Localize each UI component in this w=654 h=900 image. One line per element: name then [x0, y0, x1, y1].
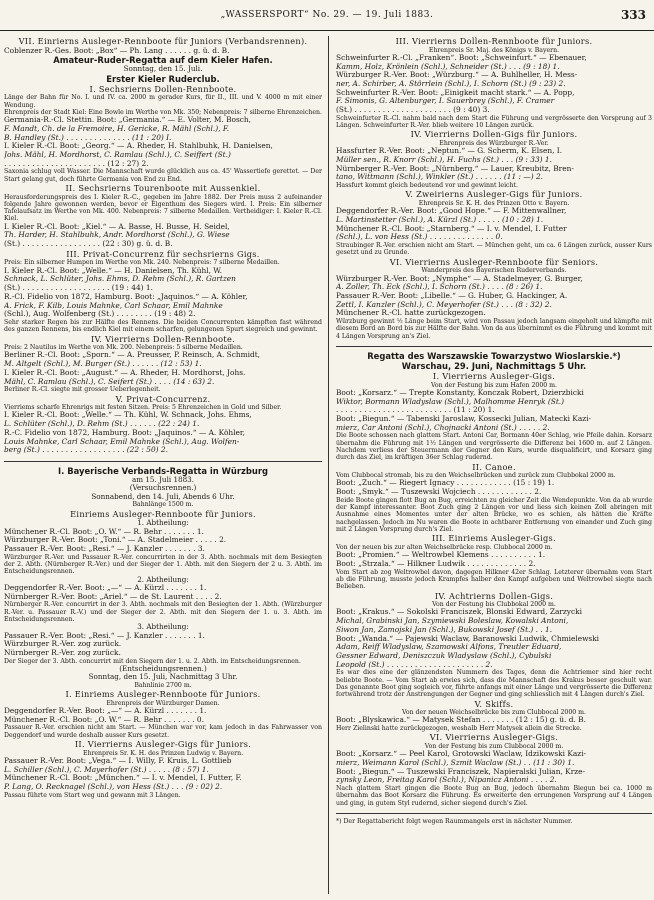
- section-heading: I. Sechsrierns Dollen-Rennboote.: [89, 83, 237, 94]
- text-line: F. Mandt, Ch. de la Fremoire, H. Gericke, R. Mähl (Schl.), F.: [4, 123, 230, 133]
- section-heading: III. Privat-Concurrenz für sechsrierns Gigs.: [66, 248, 260, 259]
- section-heading: IV. Achtrierns Dollen-Gigs.: [434, 590, 554, 601]
- text-line: Der Sieger der 3. Abth. concurrirt mit den Siegern der 1. u. 2. Abth. im Entscheidungsrennen.: [4, 657, 301, 665]
- text-line: Würzburger R.-Ver. Boot: „Toni.“ — A. Stadelmeier . . . . . 2.: [4, 535, 227, 545]
- text-line: P. Lang, O. Recknagel (Schl.), von Hess (St.) . . . (9 : 02) 2.: [4, 782, 223, 792]
- text-line: Bahnlänge 1500 m.: [132, 501, 194, 509]
- text-line: Herausforderungspreis des I. Kieler R.-C., gegeben im Jahre 1882. Der Preis muss 2 aufeinander folgende Jahre gewonnen werden, bevor er Eigenthum des Siegers wird. I. Preis: Ein silberner Tafelaufsatz im Werthe von Mk. 400. Nebenpreis: 7 silberne Medaillen. Vertheidiger: I. Kieler R.-Cl. Kiel.: [4, 193, 322, 223]
- text-line: (Versuchsrennen.): [129, 483, 197, 493]
- text-line: L. Martinstetter (Schl.), A. Kürzl (St.) . . . . . (10 : 28) 1.: [336, 215, 544, 224]
- text-line: F. Simonis, G. Altenburger, I. Sauerbrey (Schl.), F. Cramer: [336, 96, 555, 106]
- section-heading: II. Canoe.: [472, 461, 516, 472]
- section-divider: [336, 813, 652, 814]
- text-line: Deggendorfer R.-Ver. Boot: „—“ — A. Kürzl . . . . . . . 1.: [4, 582, 207, 592]
- text-line: Deggendorfer R.-Ver. Boot: „—“ — A. Kürzl . . . . . . . 1.: [4, 706, 207, 716]
- text-line: Wiktor, Bormann Wladyslaw (Schl.), Malhomme Henryk (St.): [336, 396, 565, 406]
- text-line: Mähl, C. Ramlau (Schl.), C. Seifert (St.) . . . . (14 : 63) 2.: [4, 376, 215, 386]
- text-line: Passauer R.-Ver. erschien nicht am Start. — München war vor, kam jedoch in das Fahrwasser von Deggendorf und wurde deshalb ausser Kurs gesetzt.: [4, 724, 322, 739]
- right-column: [336, 36, 652, 894]
- text-line: Saxonia schlug voll Wasser. Die Mannschaft wurde glücklich aus ca. 45' Wassertiefe gerettet. — Der Start gelang gut, doch führte Germania von End zu End.: [4, 168, 322, 183]
- text-line: mierz, Weimann Karol (Schl.), Szmit Waclaw (St.) . . (11 : 30) 1.: [336, 758, 575, 768]
- text-line: Münchener R.-Cl. Boot: „München.“ — I. v. Mendel, I. Futter, F.: [4, 773, 242, 783]
- text-line: Bahnlinie 2700 m.: [134, 681, 192, 689]
- section-heading: I. Einriems Ausleger-Rennboote für Juniors.: [65, 689, 261, 700]
- text-line: Von der Festung bis Clubbokal 2000 m.: [432, 601, 556, 609]
- text-line: Zettl, I. Kanzler (Schl.), C. Meyerhofer (St.) . . . (8 : 32) 2.: [336, 299, 552, 309]
- text-line: Kamm, Holz, Krönlein (Schl.), Schneider (St.) . . . (9 : 18) 1.: [336, 61, 560, 71]
- text-line: (St.) . . . . . . . . . . . . . . . . . (22 : 30) g. ü. d. B.: [4, 239, 173, 249]
- text-line: Ehrenpreis Sr. K. H. des Prinzen Ludwig v. Bayern.: [82, 749, 244, 757]
- text-line: zynsky Leon, Freitag Karol (Schl.), Nipanicz Antoni . . . . 2.: [336, 775, 557, 785]
- section-heading: V. Privat-Concurrenz.: [115, 393, 211, 404]
- text-line: Müller sen., R. Knorr (Schl.), H. Fuchs (St.) . . . (9 : 33) 1.: [336, 155, 552, 164]
- text-line: Die Boote schossen nach glattem Start. Antoni Car, Bormann 40er Schlag, wie Pfeile dahin. Korsarz übernahm die Führung mit 1½ Längen und vergrösserte die Differenz bei 1600 m. auf 2 Längen. Nachdem verliess der Steuermann der Gegner den Kurs, wurde disqualificirt, und Korsarz ging durch das Ziel, im kräftigen 36er Schlag rudernd.: [336, 432, 652, 462]
- text-line: Es war dies eine der glänzendsten Nummern des Tages, denn die Achtriemer sind hier recht beliebte Boote. — Vom Start ab erwies sich, dass die Mannschaft des Krakus besser geschult war. Das genannte Boot ging sogleich vor, führte anfangs mit einer Länge und vergrösserte die Differenz fortwährend trotz der Anstrengungen der Gegner und ging schliesslich mit 4 Längen durch's Ziel.: [336, 669, 652, 699]
- text-line: berg (St.) . . . . . . . . . . . . . . . . . . (22 : 50) 2.: [4, 445, 168, 455]
- section-heading: Erster Kieler Ruderclub.: [106, 73, 220, 84]
- text-line: Boot: „Biegun.“ — Tabenski Jaroslaw, Kossecki Julian, Matecki Kazi-: [336, 414, 591, 423]
- text-line: Louis Mahnke, Carl Schaar, Emil Mahnke (Schl.), Aug. Wolfen-: [4, 436, 240, 446]
- text-line: Hassfurter R.-Ver. Boot: „Neptun.“ — G. Scherm, K. Elsen, I.: [336, 146, 563, 156]
- text-line: Johs. Mähl, H. Mordhorst, C. Ramlau (Schl.), C. Seiffert (St.): [4, 150, 231, 159]
- text-line: Nürnberger R.-Ver. zog zurück.: [4, 648, 121, 658]
- text-line: I. Kieler R.-Cl. Boot: „Georg.“ — A. Rheder, H. Stahlbuhk, H. Danielsen,: [4, 141, 273, 151]
- text-line: mierz, Car Antoni (Schl.), Chojnacki Antoni (St.) . . . . . 2.: [336, 422, 550, 432]
- text-line: Würzburger R.-Ver. zog zurück.: [4, 639, 122, 649]
- text-line: Vierriems scharfe Ehrenrigs mit festen Sitzen. Preis: 5 Ehrenzeichen in Gold und Silber.: [4, 404, 282, 412]
- text-line: Germania-R.-Cl. Stettin. Boot: „Germania.“ — E. Volter, M. Bosch,: [4, 115, 252, 125]
- text-line: Beide Boote gingen flott Bug an Bug, erreichten zu gleicher Zeit die Wendepunkte. Von da ab wurde der Kampf interessanter. Boot Zuch ging 2 Längen vor und liess sich keinen Zoll abringen mit Ausnahme eines Momentes unter der alten Brücke, wo es schien, als hätten die Kräfte nachgelassen. Jedoch im Nu waren die Boote in achtbarer Entfernung von einander und Zuch ging mit 2 Längen Vorsprung durch's Ziel.: [336, 496, 652, 534]
- text-line: Coblenzer R.-Ges. Boot: „Box“ — Ph. Lang . . . . . . g. ü. d. B.: [4, 45, 230, 55]
- section-heading: Warschau, 29. Juni, Nachmittags 5 Uhr.: [401, 361, 587, 371]
- section-divider: [4, 461, 322, 462]
- section-heading: II. Vierrierns Ausleger-Gigs für Juniors.: [74, 739, 252, 750]
- page-number: 333: [620, 8, 646, 22]
- text-line: Herr Zielinski hatte zurückgezogen, weshalb Herr Matysek allein die Strecke.: [336, 725, 582, 733]
- text-line: Boot: „Blyskawica.“ — Matysek Stefan . . . . . . . (12 : 15) g. ü. d. B.: [336, 715, 586, 725]
- text-line: Vom Start ab zog Weltrowbel davon, dagegen Hilkner 42er Schlag. Letzterer übernahm vom Start ab die Führung, musste jedoch Krampfes halber den Kampf aufgeben und Weltrowbel siegte nach Belieben.: [336, 568, 652, 591]
- section-heading: VII. Einrierns Ausleger-Rennboote für Juniors (Verbandsrennen).: [18, 36, 308, 46]
- text-line: R.-C. Fidelio von 1872, Hamburg. Boot: „Jaquinos.“ — A. Köhler,: [4, 427, 245, 437]
- text-line: Sonntag, den 15. Juli, Nachmittag 3 Uhr.: [88, 672, 238, 682]
- section-heading: IV. Vierrierns Dollen-Rennboote.: [90, 333, 236, 344]
- text-line: (Schl.), L. von Hess (St.) . . . . . . . . . . . . . . 0.: [336, 232, 503, 242]
- text-line: Von der neuen bis zur alten Weichselbrücke resp. Clubbocal 2000 m.: [336, 543, 553, 551]
- text-line: Länge der Bahn für No. I. und IV. ca. 2000 m gerader Kurs, für II., III. und V. 4000 m mit einer Wendung.: [4, 94, 322, 109]
- text-line: Münchener R.-Cl. hatte zurückgezogen.: [336, 308, 486, 318]
- text-line: Passauer R.-Ver. Boot: „Resi.“ — J. Kanzler . . . . . . . 1.: [4, 630, 205, 640]
- text-line: Deggendorfer R.-Ver. Boot: „Good Hope.“ — F. Mittenwallner,: [336, 206, 567, 216]
- text-line: Münchener R.-Cl. Boot: „Starnberg.“ — I. v. Mendel, I. Futter: [336, 223, 567, 233]
- text-line: Würzburger R.-Ver. und Passauer R.-Ver. concurrirten in der 3. Abth. nochmals mit dem Besiegten der 2. Abth. (Nürnberger R.-Ver.) und der Sieger der 1. Abth. mit den Siegern der 2 u. 3. Abth. im Entscheidungsrennen.: [4, 553, 322, 576]
- text-line: Vom Clubbocal stromab, bis zu den Weichselbrücken und zurück zum Clubbokal 2000 m.: [336, 472, 616, 480]
- column-rule: [328, 36, 329, 894]
- text-line: Ehrenpreis der Stadt Kiel: Eine Bowle im Werthe von Mk. 350; Nebenpreis: 7 silberne Ehrenzeichen.: [4, 108, 322, 116]
- section-heading: IV. Vierrierns Dollen-Gigs für Juniors.: [410, 129, 578, 140]
- text-line: Würzburg gewinnt ½ Länge beim Start, wird von Passau jedoch langsam eingeholt und kämpfte mit diesem Bord an Bord bis zur Hälfte der Bahn. Von da aus übernimmt es die Führung und kommt mit 4 Längen Vorsprung an's Ziel.: [336, 318, 652, 340]
- text-line: I. Kieler R.-Cl. Boot: „August.“ — A. Rheder, H. Mordhorst, Johs.: [4, 367, 246, 377]
- text-line: Nürnberger R.-Ver. Boot: „Nürnberg.“ — Lauer, Kreubitz, Bren-: [336, 163, 574, 173]
- text-line: M. Altgelt (Schl.), M. Burger (St.) . . . . . . (12 : 53) 1.: [4, 359, 202, 369]
- text-line: Boot: „Promien.“ — Weltrowbel Klemens . . . . . . . . . . 1.: [336, 550, 546, 560]
- text-line: Schnack, L. Schlüter, Johs. Ehms, D. Rehm (Schl.), R. Gartzen: [4, 274, 236, 284]
- text-line: Sehr starker Regen bis zur Hälfte des Rennens. Die beiden Concurrenten kämpften fast während des ganzen Rennens, bis endlich Kiel mit einem scharfen, gelungenen Spurt siegreich und gewinnt.: [4, 319, 322, 334]
- text-line: Von der Festung bis zum Clubbocal 2000 m.: [424, 743, 564, 751]
- text-line: A. Frick, F. Kilb, Louis Mahnke, Carl Schaar, Emil Mahnke: [4, 300, 223, 310]
- text-line: Münchener R.-Cl. Boot: „O. W.“ — R. Behr . . . . . . . 0.: [4, 714, 204, 724]
- text-line: (Schl.), Aug. Wolfenberg (St.) . . . . . . . . (19 : 48) 2.: [4, 309, 196, 319]
- text-line: Siwon Jan, Zamojski Jan (Schl.), Bukowski Josef (St.) . . 1.: [336, 624, 553, 634]
- text-line: Ehrenpreis der Würzburger Damen.: [106, 699, 220, 707]
- section-heading: I. Vierrierns Ausleger-Gigs.: [432, 371, 556, 381]
- text-line: Passauer R.-Ver. Boot: „Vega.“ — I. Willy, F. Kruis, L. Gottlieb: [4, 755, 232, 765]
- text-line: Boot: „Krakus.“ — Sokolski Franciszek, Blonski Edward, Zarzycki: [336, 607, 582, 617]
- text-line: Von der neuen Weichselbrücke bis zum Clubbocal 2000 m.: [401, 709, 587, 717]
- text-line: I. Kieler R.-Cl. Boot: „Welle.“ — Th. Kühl, W. Schnack, Johs. Ehms,: [4, 410, 252, 420]
- text-line: (St.) . . . . . . . . . . . . . . . . . . . (19 : 44) 1.: [4, 283, 153, 293]
- text-line: B. Handley (St.) . . . . . . . . . . . . . . (11 : 20) I.: [4, 132, 172, 142]
- text-line: Nürnberger R.-Ver. Boot: „Ariel.“ — de St. Laurent . . . . 2.: [4, 591, 222, 601]
- text-line: Ehrenpreis Sr. Maj. des Königs v. Bayern.: [428, 46, 560, 54]
- text-line: Würzburger R.-Ver. Boot: „Nymphe“ — A. Stadelmeyer, G. Burger,: [336, 273, 583, 283]
- section-heading: VI. Vierrierns Ausleger-Rennboote für Seniors.: [389, 256, 599, 267]
- text-line: *) Der Regattabericht folgt wegen Raummangels erst in nächster Nummer.: [336, 818, 573, 826]
- text-line: Boot: „Biegun.“ — Tuszewski Franciszek, Napieralski Julian, Krze-: [336, 766, 585, 776]
- left-column: [4, 36, 322, 894]
- text-line: (St.) . . . . . . . . . . . . . . . . . . . . . (9 : 40) 3.: [336, 105, 490, 115]
- section-heading: III. Einriems Ausleger-Gigs.: [432, 533, 556, 544]
- text-line: Passau führte vom Start weg und gewann mit 3 Längen.: [4, 791, 181, 799]
- text-line: Nürnberger R.-Ver. concurrirt in der 3. Abth. nochmals mit den Besiegten der 1. Abth. (Würzburger R.-Ver. u. Passauer R.-V.) und der Sieger der 2. Abth. mit den Siegern der 1. u. 3. Abth. im Entscheidungsrennen.: [4, 601, 322, 623]
- section-heading: II. Sechsrierns Tourenboote mit Aussenkiel.: [65, 183, 261, 193]
- text-line: I. Kieler R.-Cl. Boot: „Welle.“ — H. Danielsen, Th. Kühl, W.: [4, 265, 222, 275]
- text-line: Straubinger R.-Ver. erschien nicht am Start. — München geht, um ca. 6 Längen zurück, ausser Kurs gesetzt und zu Grunde.: [336, 242, 652, 257]
- text-line: I. Kieler R.-Cl. Boot: „Kiel.“ — A. Basse, H. Busse, H. Seidel,: [4, 221, 230, 231]
- text-line: . . . . . . . . . . . . . . . . . . . . . . . . . (11 : 20) 1.: [336, 405, 495, 415]
- text-line: L. Schiller (Schl.), C. Mayerhofer (St.) . . . . . (8 : 57) 1.: [4, 764, 209, 774]
- text-line: Schweinfurter R.-Cl. „Franken“. Boot: „Schweinfurt.“ — Ebenauer,: [336, 52, 587, 62]
- text-line: Passauer R.-Ver. Boot: „Resi.“ — J. Kanzler . . . . . . . 3.: [4, 543, 205, 553]
- text-line: Boot: „Zuch.“ — Riegert Ignacy . . . . . . . . . . . . (15 : 19) 1.: [336, 478, 555, 488]
- text-line: Berliner R.-Cl. siegte mit grosser Ueberlegenheit.: [4, 386, 161, 394]
- text-line: Boot: „Strzala.“ — Hilkner Ludwik . . . . . . . . . . . . . 2.: [336, 558, 536, 568]
- text-line: Nach glattem Start gingen die Boote Bug an Bug, jedoch übernahm Biegun bei ca. 1000 m übernahm das Boot Korsarz die Führung. Es erweiterte den errungenen Vorsprung auf 4 Längen und ging, in gutem Styl rudernd, sicher siegend durch's Ziel.: [336, 785, 652, 807]
- text-line: 3. Abtheilung:: [137, 622, 189, 632]
- page-header: [0, 0, 654, 31]
- text-line: Preis: Ein silberner Humpen im Werthe von Mk. 240. Nebenpreis: 7 silberne Medaillen.: [4, 259, 280, 267]
- text-line: 2. Abtheilung:: [137, 574, 189, 584]
- text-line: Hassfurt kommt gleich bedeutend vor und gewinnt leicht.: [336, 182, 518, 190]
- section-heading: V. Skiffs.: [474, 698, 514, 709]
- text-line: . . . . . . . . . . . . . . . . . . . . . . (12 : 27) 2.: [4, 158, 149, 168]
- text-line: Berliner R.-Cl. Boot: „Sporn.“ — A. Preusser, P. Reinsch, A. Schmidt,: [4, 350, 261, 360]
- text-line: 1. Abtheilung:: [137, 518, 189, 528]
- section-heading: I. Bayerische Verbands-Regatta in Würzburg: [58, 466, 268, 476]
- running-title: „WASSERSPORT“ No. 29. — 19. Juli 1883.: [220, 10, 434, 20]
- text-line: Boot: „Smyk.“ — Tuszewski Wojciech . . . . . . . . . . . . 2.: [336, 487, 542, 497]
- text-line: Gessner Edward, Deniszczuk Wladyslaw (Schl.), Cybulski: [336, 650, 552, 660]
- text-line: R.-Cl. Fidelio von 1872, Hamburg. Boot: „Jaquinos.“ — A. Köhler,: [4, 291, 248, 301]
- text-line: Leopold (St.) . . . . . . . . . . . . . . . . . . . . . 2.: [336, 659, 493, 669]
- section-heading: Amateur-Ruder-Regatta auf dem Kieler Hafen.: [53, 55, 273, 66]
- text-line: Passauer R.-Ver. Boot: „Libelle.“ — G. Huber, G. Hackinger, A.: [336, 291, 568, 300]
- section-heading: Regatta des Warszawskie Towarzystwo Wioslarskie.*): [367, 351, 621, 361]
- text-line: Th. Harder, H. Stahlbuhk, Andr. Mordhorst (Schl.), G. Wiese: [4, 230, 230, 240]
- text-line: Sonntag, den 15. Juli.: [123, 64, 203, 74]
- text-line: Boot: „Korsarz.“ — Peel Karol, Grotowski Waclaw, Idzikowski Kazi-: [336, 749, 587, 759]
- section-heading: Einriems Ausleger-Rennboote für Juniors.: [70, 508, 256, 519]
- text-line: Münchener R.-Cl. Boot: „O. W.“ — R. Behr . . . . . . . 1.: [4, 526, 204, 536]
- text-line: Ehrenpreis des Würzburger R.-Ver.: [439, 140, 549, 147]
- text-line: Schweinfurter R.-Ver. Boot: „Einigkeit macht stark.“ — A. Popp,: [336, 87, 575, 97]
- text-line: Würzburger R.-Ver. Boot: „Würzburg.“ — A. Buhlheller, H. Mess-: [336, 70, 578, 80]
- section-divider: [336, 346, 652, 347]
- text-line: A. Zoller, Th. Eck (Schl.), I. Schorn (St.) . . . . (8 : 26) 1.: [336, 282, 543, 292]
- text-line: tano, Wittmann (Schl.), Winkler (St.) . . . . . . (11 : —) 2.: [336, 172, 544, 182]
- text-line: Wanderpreis des Bayerischen Ruderverbands.: [421, 267, 567, 275]
- section-heading: VI. Vierrierns Ausleger-Gigs.: [429, 732, 559, 743]
- text-line: Adam, Reiff Wladyslaw, Szamowski Alfons, Treutler Eduard,: [336, 642, 562, 652]
- text-line: Boot: „Wanda.“ — Pajewski Waclaw, Baranowski Ludwik, Chmielewski: [336, 633, 600, 643]
- text-line: Preis: 2 Nautilus im Werthe von Mk. 200. Nebenpreis: 5 silberne Medaillen.: [4, 344, 243, 352]
- text-line: Sonnabend, den 14. Juli, Abends 6 Uhr.: [91, 491, 235, 501]
- text-line: Michal, Grabinski Jan, Szymiewski Boleslaw, Kowalski Antoni,: [336, 616, 569, 626]
- text-line: Von der Festung bis zum Hafen 2000 m.: [431, 381, 557, 389]
- section-heading: III. Vierrierns Dollen-Rennboote für Juniors.: [395, 36, 593, 46]
- text-line: Ehrenpreis Sr. K. H. des Prinzen Otto v. Bayern.: [418, 200, 570, 207]
- text-line: Schweinfurter R.-Cl. nahm bald nach dem Start die Führung und vergrösserte den Vorsprung auf 3 Längen. Schweinfurter R.-Ver. blieb weitere 10 Längen zurück.: [336, 114, 652, 130]
- text-line: am 15. Juli 1883.: [131, 475, 195, 484]
- text-line: Boot: „Korsarz.“ — Trepte Konstanty, Konczak Robert, Dzierzbicki: [336, 387, 584, 397]
- section-heading: V. Zweirierns Ausleger-Gigs für Juniors.: [405, 189, 583, 200]
- text-line: L. Schlüter (Schl.), D. Rehm (St.) . . . . . . (22 : 24) 1.: [4, 419, 200, 429]
- text-line: ner, A. Schirber, A. Störrlein (Schl.), I. Schorn (St.) (9 : 23) 2.: [336, 79, 566, 88]
- text-line: (Entscheidungsrennen.): [119, 664, 207, 674]
